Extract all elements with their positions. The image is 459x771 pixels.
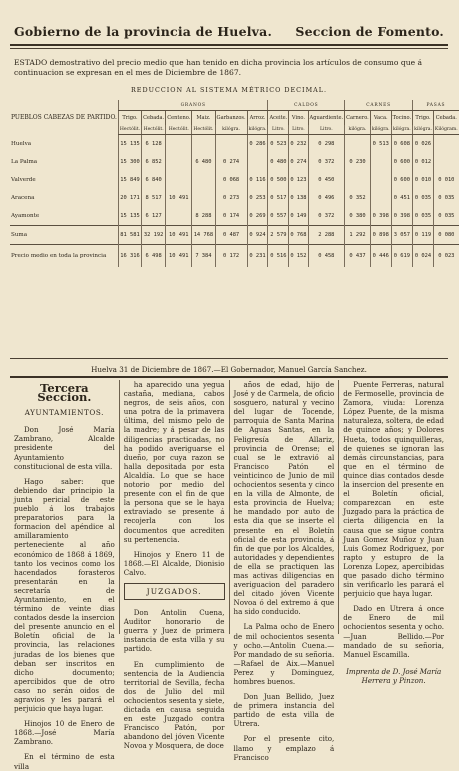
value-cell: 0 523 [268, 135, 289, 154]
juzgados-box: JUZGADOS. [124, 583, 225, 600]
value-cell: 0 924 [247, 226, 268, 245]
value-cell: 8 517 [142, 189, 166, 207]
value-cell: 0 080 [433, 226, 458, 245]
table-bottom-rule [10, 358, 448, 359]
table-row [10, 207, 459, 226]
value-cell: 0 119 [413, 226, 434, 245]
column-header: Arroz. [247, 111, 268, 126]
paragraph: Hinojos 10 de Enero de 1868.—José María Zambrano. [14, 719, 115, 747]
town-cell: La Palma [11, 159, 38, 165]
value-cell: 14 768 [192, 226, 215, 245]
value-cell [166, 207, 192, 226]
paragraph: años de edad, hijo de José y de Carmela, de oficio sosguero, natural y vecino del lugar de Tocende, parroquia de Santa Marina de Aguas Santas, en la Feligresía de Allariz, provincia de Orense; el cual se le extravió al Francisco Patón el veinticinco de Junio de mil ochocientos sesenta y cinco en la villa de Almonte, de esta provincia de Huelva; he mandado por auto de esta dia que se inserte el presente en el Boletín oficial de esta provincia, á fin de que por los Alcaldes, autoridades y dependientes de ella se practiquen las mas activas diligencias en averiguacion del paradero del citado jóven Vicente Novoa ó del extremo á que ha sido conducido. [233, 380, 335, 617]
paragraph: Don Juan Bellido, Juez de primera instancia del partido de esta villa de Utrera. [233, 692, 335, 729]
value-cell: 2 288 [308, 226, 345, 245]
paragraph: Por el presente cito, llamo y emplazo á Francisco [233, 734, 335, 762]
price-table [10, 100, 459, 267]
value-cell: 0 380 [345, 207, 371, 226]
table-row [10, 189, 459, 207]
value-cell: 0 487 [215, 226, 247, 245]
intro-text: ESTADO demostrativo del precio medio que han tenido en dicha provincia los artículos de consumo que á continuacion se expresan en el mes de Diciembre de 1867. [14, 58, 423, 77]
value-cell: 16 316 [118, 245, 141, 268]
value-cell [370, 189, 391, 207]
value-cell: 0 600 [391, 153, 412, 171]
group-header: CALDOS [268, 100, 345, 111]
paragraph: Don José María Zambrano, Alcalde presidente del Ayuntamiento constitucional de esta villa. [14, 425, 115, 471]
value-cell: 10 491 [166, 245, 192, 268]
value-cell [215, 135, 247, 154]
value-cell: 0 513 [370, 135, 391, 154]
section-title: Tercera Seccion. [37, 381, 92, 405]
towns-header: PUEBLOS CABEZAS DE PARTIDO. [11, 113, 117, 121]
column-3 [229, 380, 339, 762]
value-cell: 0 123 [289, 171, 308, 189]
column-header: Aguardiente. [308, 111, 345, 126]
paragraph: Hago saber: que debiendo dar principio la junta pericial de este pueblo á los trabajos preparatorios para la formacion del apéndice al amillaramiento perteneciente al año económico de 1868 á 1869, tanto los vecinos como los hacendados forasteros presentarán en la secretaría de Ayuntamiento, en el término de veinte dias contados desde la insercion del presente anuncio en el Boletín oficial de la provincia, las relaciones juradas de los bienes que deban ser inscritos en dicho documento; apercibidos que de otro caso no serán oidos de agravios y les parará el perjuicio que haya lugar. [14, 476, 115, 714]
unit-header: kilógra. [215, 125, 247, 135]
unit-header: Hectólit. [118, 125, 141, 135]
group-header: PASAS [413, 100, 459, 111]
column-header: Maiz. [192, 111, 215, 126]
value-cell: 2 579 [268, 226, 289, 245]
value-cell: 20 171 [118, 189, 141, 207]
value-cell: 0 230 [345, 153, 371, 171]
value-cell: 0 600 [391, 171, 412, 189]
header-right-title: Seccion de Fomento. [295, 24, 444, 39]
page-header [14, 24, 444, 39]
value-cell: 0 172 [215, 245, 247, 268]
unit-header: kilógra. [391, 125, 412, 135]
unit-header: Hectólit. [142, 125, 166, 135]
price-table-body [10, 135, 459, 268]
column-4 [338, 380, 448, 685]
value-cell: 6 480 [192, 153, 215, 171]
value-cell: 15 135 [118, 207, 141, 226]
value-cell: 0 174 [215, 207, 247, 226]
value-cell: 10 491 [166, 189, 192, 207]
group-header-row [10, 100, 459, 111]
value-cell: 0 398 [370, 207, 391, 226]
unit-header: Litro. [268, 125, 289, 135]
value-cell: 0 480 [268, 153, 289, 171]
column-header: Vaca. [370, 111, 391, 126]
value-cell: 0 398 [391, 207, 412, 226]
value-cell [345, 171, 371, 189]
value-cell [370, 153, 391, 171]
value-cell: 15 135 [118, 135, 141, 154]
value-cell: 0 023 [433, 245, 458, 268]
paragraph: Hinojos y Enero 11 de 1868.—El Alcalde, Dionisio Calvo. [123, 549, 225, 577]
town-cell: Ayamonte [11, 213, 40, 219]
value-cell: 0 026 [413, 135, 434, 154]
table-row [10, 245, 459, 268]
paragraph: Puente Ferreras, natural de Fermoselle, provincia de Zamora, viuda: Lorenza López Puente, de la misma naturaleza, soltera, de edad de quince años; y Dolores Hueta, todos quinquilleras, de quienes se ignoran las demás circunstancias, para que en el término de quince dias contados desde la insercion del presente en el Boletín oficial, comparezcan en este Juzgado para la práctica de cierta diligencia en la causa que se sigue contra Juan Gomez Muñoz y Juan Luis Gomez Rodriguez, por rapto y estupro de la Lorenza Lopez, apercibidas que pasado dicho término sin verificarlo les parará el perjuicio que haya lugar. [343, 380, 444, 599]
value-cell: 6 840 [142, 171, 166, 189]
value-cell: 1 292 [345, 226, 371, 245]
unit-header: Litro. [289, 125, 308, 135]
value-cell: 15 300 [118, 153, 141, 171]
value-cell: 15 849 [118, 171, 141, 189]
column-header: Cebada. [142, 111, 166, 126]
header-rule-thin [10, 48, 448, 49]
town-cell: Suma [10, 226, 118, 245]
value-cell: 0 768 [289, 226, 308, 245]
value-cell [192, 189, 215, 207]
value-cell: 0 012 [413, 153, 434, 171]
paragraph: Don Antolin Cuena, Auditor honorario de guerra y Juez de primera instancia de esta villa y su partido. [123, 608, 225, 654]
header-rule [10, 44, 448, 46]
value-cell: 0 274 [215, 153, 247, 171]
value-cell: 0 298 [308, 135, 345, 154]
value-cell: 81 581 [118, 226, 141, 245]
unit-header: kilógra. [370, 125, 391, 135]
section-rule [10, 376, 448, 378]
value-cell: 0 608 [391, 135, 412, 154]
header-left-title: Gobierno de la provincia de Huelva. [14, 24, 272, 39]
value-cell: 0 496 [308, 189, 345, 207]
value-cell: 8 288 [192, 207, 215, 226]
value-cell [192, 135, 215, 154]
value-cell: 0 372 [308, 207, 345, 226]
value-cell: 0 010 [433, 171, 458, 189]
town-cell: Huelva [11, 140, 32, 147]
value-cell: 0 286 [247, 135, 268, 154]
value-cell: 32 192 [142, 226, 166, 245]
value-cell: 0 253 [247, 189, 268, 207]
town-cell: Valverde [11, 177, 36, 183]
value-cell: 6 127 [142, 207, 166, 226]
town-cell: Aracena [11, 195, 35, 201]
paragraph: ha aparecido una yegua castaña, mediana, cabos negros, de seis años, con una potra de la primavera última, del mismo pelo de la madre; y á pesar de las diligencias practicadas, no ha podido averiguarse el dueño, por cuya razon se halla depositada por esta Alcaldía. Lo que se hace notorio por medio del presente con el fin de que la persona que se le haya extraviado se presente á recojerla con los documentos que acrediten su pertenencia. [123, 380, 225, 544]
column-1 [10, 380, 119, 771]
value-cell: 0 035 [413, 189, 434, 207]
value-cell: 0 450 [308, 171, 345, 189]
column-header: Trigo. [413, 111, 434, 126]
value-cell: 0 372 [308, 153, 345, 171]
value-cell: 0 517 [268, 189, 289, 207]
unit-header: Hectólit. [166, 125, 192, 135]
value-cell: 0 068 [215, 171, 247, 189]
value-cell: 0 273 [215, 189, 247, 207]
unit-header: Kilógram. [433, 125, 458, 135]
unit-header: Litro. [308, 125, 345, 135]
table-row [10, 153, 459, 171]
paragraph: En cumplimiento de sentencia de la Audiencia territorial de Sevilla, fecha dos de Julio del mil ochocientos sesenta y siete, dictada en causa seguida en este Juzgado contra Francisco Patón, por abandono del jóven Vicente Novoa y Mosquera, de doce [123, 659, 225, 751]
unit-header: Hectólit. [192, 125, 215, 135]
table-row [10, 226, 459, 245]
group-header: GRANOS [118, 100, 268, 111]
columns [10, 380, 448, 771]
value-cell: 0 138 [289, 189, 308, 207]
value-cell: 0 352 [345, 189, 371, 207]
value-cell: 0 500 [268, 171, 289, 189]
value-cell: 10 491 [166, 226, 192, 245]
value-cell: 0 274 [289, 153, 308, 171]
column-header: Trigo. [118, 111, 141, 126]
value-cell: 0 035 [433, 207, 458, 226]
value-cell: 0 035 [413, 207, 434, 226]
value-cell: 0 458 [308, 245, 345, 268]
value-cell: 0 446 [370, 245, 391, 268]
column-header: Tocino. [391, 111, 412, 126]
value-cell: 6 128 [142, 135, 166, 154]
value-cell: 0 269 [247, 207, 268, 226]
paragraph: En el término de esta villa [14, 752, 115, 771]
section-subtitle: AYUNTAMIENTOS. [24, 408, 105, 418]
value-cell: 6 498 [142, 245, 166, 268]
value-cell: 0 035 [433, 189, 458, 207]
paragraph: Dado en Utrera á once de Enero de mil ochocientos sesenta y ocho.—Juan Bellido.—Por mandado de su señoria, Manuel Escamilla. [343, 604, 444, 659]
value-cell: 0 231 [247, 245, 268, 268]
value-cell [247, 153, 268, 171]
value-cell: 0 149 [289, 207, 308, 226]
column-header: Garbanzos. [215, 111, 247, 126]
town-cell: Precio medio en toda la provincia [10, 245, 118, 268]
value-cell: 0 619 [391, 245, 412, 268]
value-cell [345, 135, 371, 154]
column-header: Centeno. [166, 111, 192, 126]
table-row [10, 171, 459, 189]
column-2 [119, 380, 229, 751]
value-cell: 7 384 [192, 245, 215, 268]
value-cell: 0 010 [413, 171, 434, 189]
value-cell: 6 852 [142, 153, 166, 171]
value-cell [166, 171, 192, 189]
value-cell [370, 171, 391, 189]
column-header: Carnero. [345, 111, 371, 126]
value-cell: 0 116 [247, 171, 268, 189]
value-cell: 0 898 [370, 226, 391, 245]
column-header: Cebada. [433, 111, 458, 126]
group-header: CARNES [345, 100, 413, 111]
column-header: Aceite. [268, 111, 289, 126]
value-cell [166, 153, 192, 171]
value-cell [166, 135, 192, 154]
unit-header: kilógra. [413, 125, 434, 135]
value-cell: 0 516 [268, 245, 289, 268]
unit-header: kilógra. [345, 125, 371, 135]
table-row [10, 135, 459, 154]
footer-signature: Huelva 31 de Diciembre de 1867.—El Gobernador, Manuel García Sanchez. [91, 365, 367, 374]
value-cell: 0 024 [413, 245, 434, 268]
value-cell: 0 152 [289, 245, 308, 268]
reduction-label: REDUCCION AL SISTEMA MÉTRICO DECIMAL. [130, 86, 328, 94]
value-cell [433, 135, 458, 154]
unit-header: kilógra. [247, 125, 268, 135]
value-cell: 3 057 [391, 226, 412, 245]
value-cell [192, 171, 215, 189]
printer-imprint: Imprenta de D. José María Herrera y Pinzon. [346, 666, 442, 685]
value-cell [433, 153, 458, 171]
value-cell: 0 557 [268, 207, 289, 226]
value-cell: 0 451 [391, 189, 412, 207]
paragraph: La Palma ocho de Enero de mil ochocientos sesenta y ocho.—Antolin Cuena.—Por mandado de su señoria.—Rafael de Aix.—Manuel Perez y Dominguez, hombres buenos. [233, 622, 335, 686]
value-cell: 0 437 [345, 245, 371, 268]
column-header: Vino. [289, 111, 308, 126]
value-cell: 0 232 [289, 135, 308, 154]
